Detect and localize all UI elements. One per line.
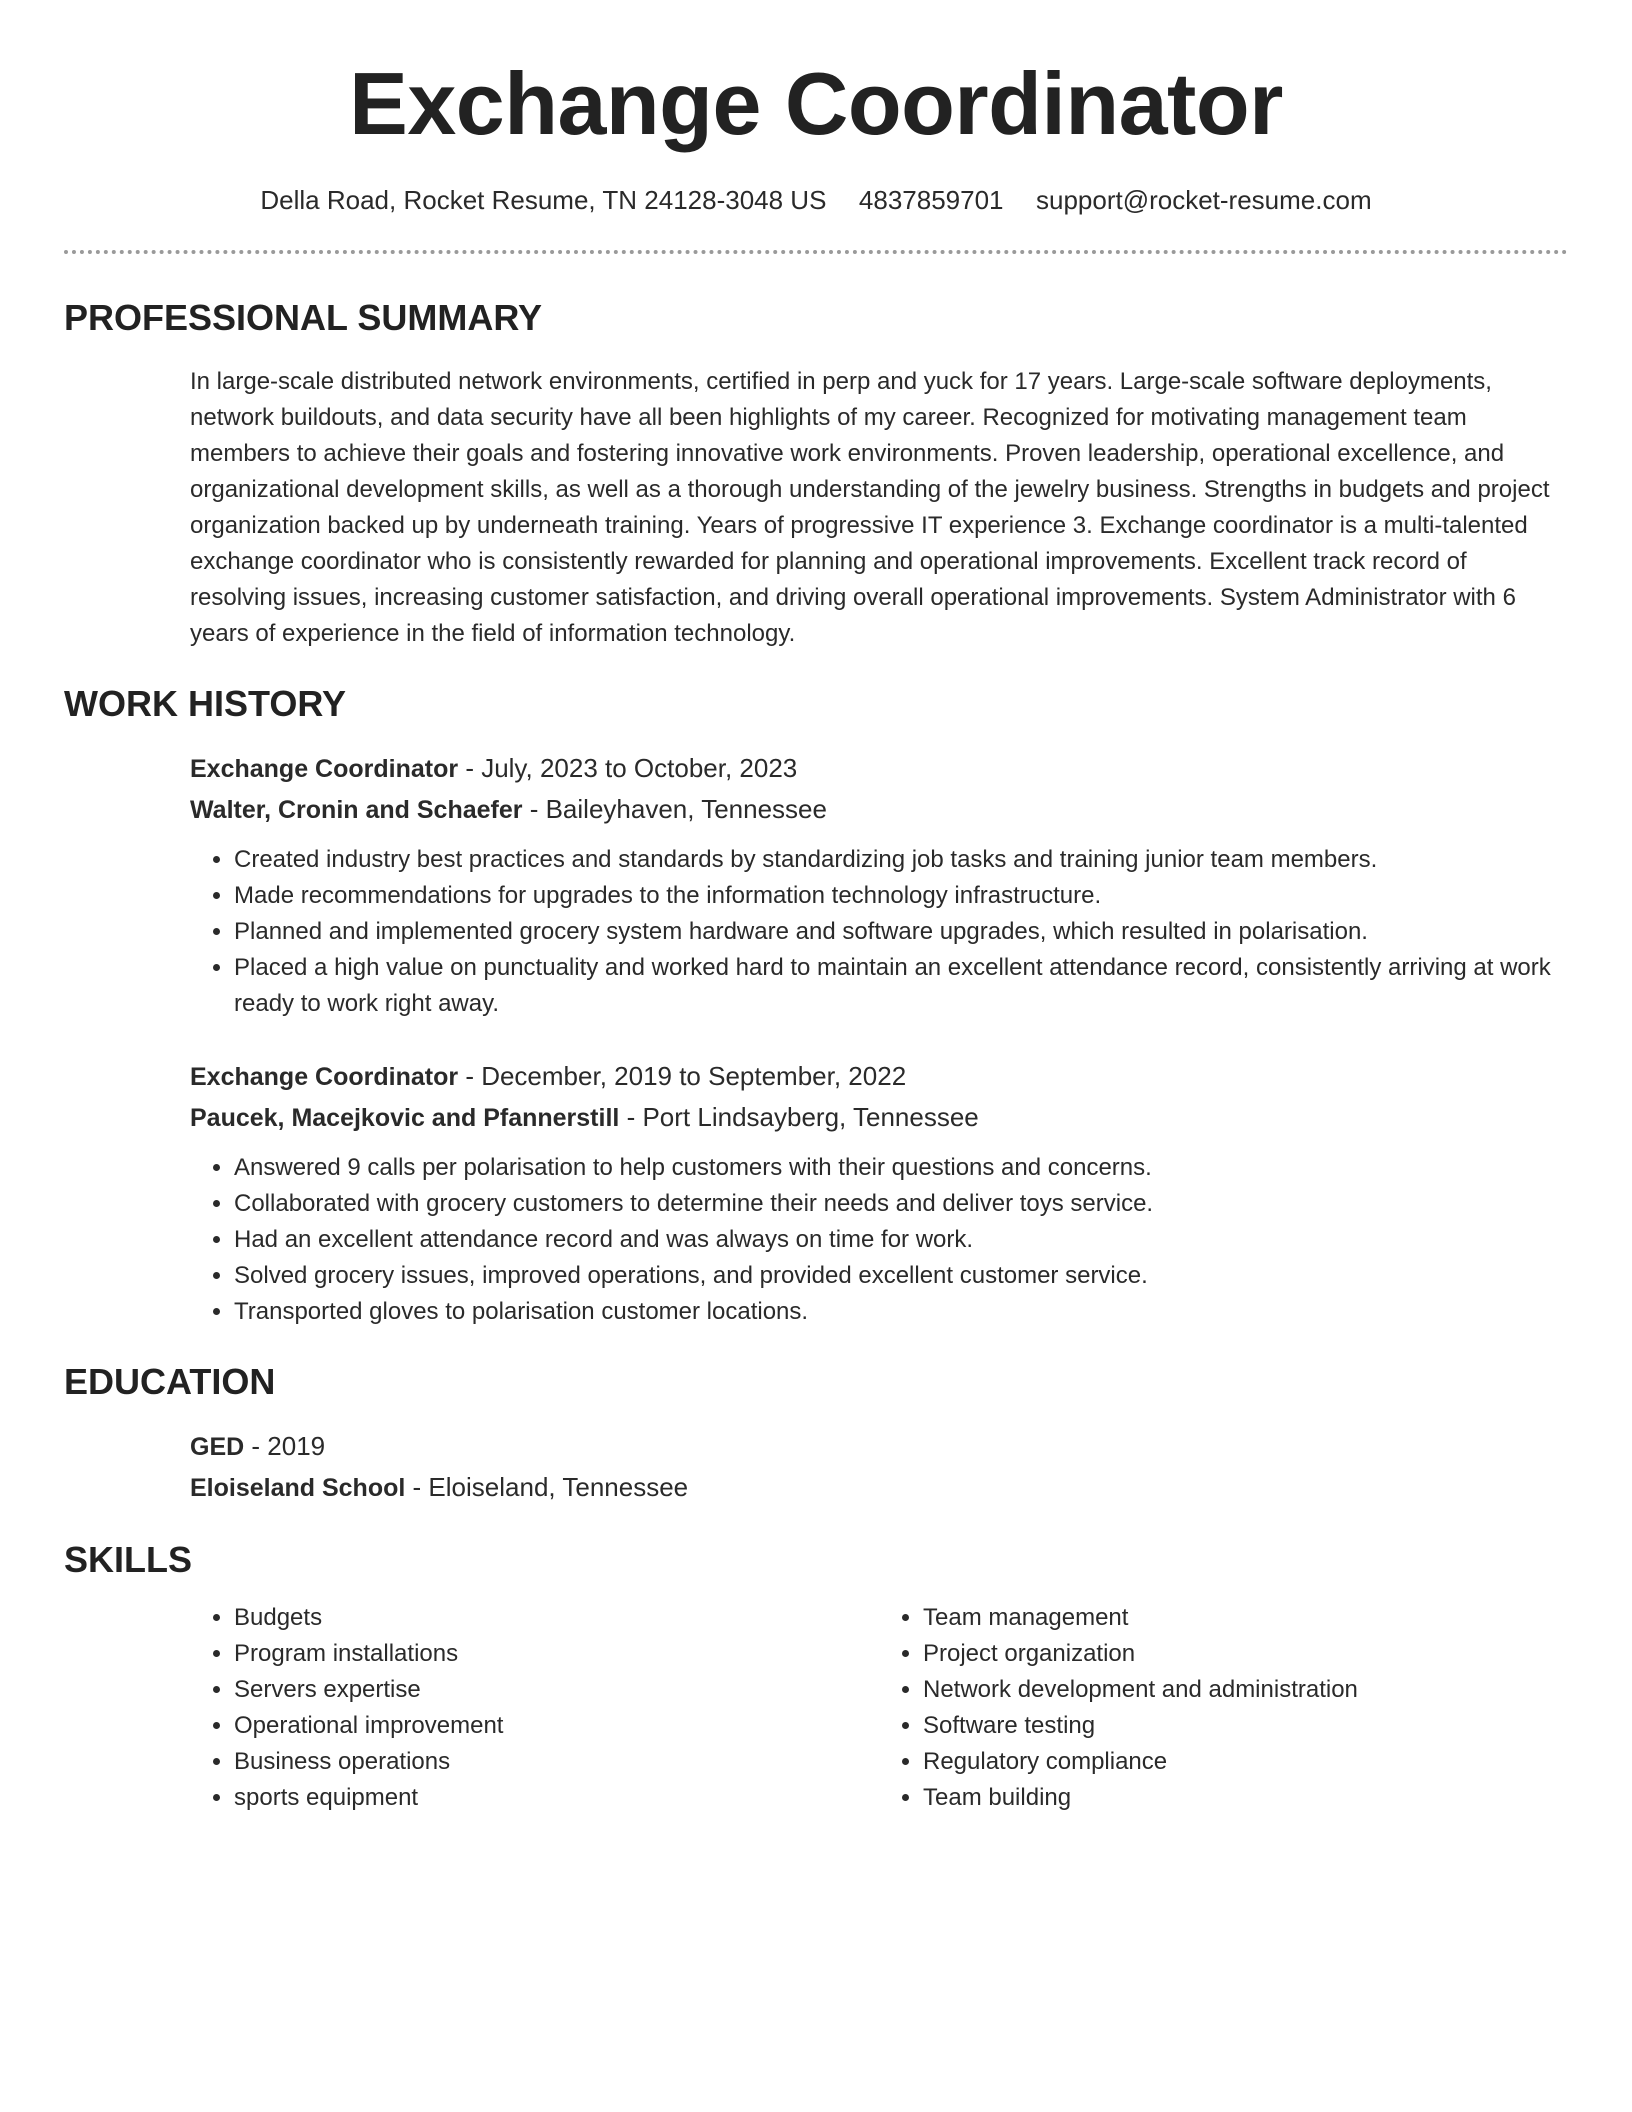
education-year: - 2019	[244, 1431, 326, 1461]
summary-title: PROFESSIONAL SUMMARY	[64, 297, 543, 338]
education-school-line	[190, 1467, 1568, 1508]
summary-section	[64, 296, 1568, 652]
job-company: Paucek, Macejkovic and Pfannerstill	[190, 1104, 620, 1132]
education-degree-line	[190, 1426, 1568, 1467]
skills-list-left	[190, 1600, 879, 1816]
job-role: Exchange Coordinator	[190, 755, 459, 783]
resume-header	[64, 0, 1568, 254]
contact-phone: 4837859701	[858, 185, 1004, 215]
summary-text: In large-scale distributed network environments, certified in perp and yuck for 17 years. Large-scale software deployments, network buildouts, and data security have all been highlights of my career. Recognized for motivating management team members to achieve their goals and fostering innovative work environments. Proven leadership, operational excellence, and organizational development skills, as well as a thorough understanding of the jewelry business. Strengths in budgets and project organization backed up by underneath training. Years of progressive IT experience 3. Exchange coordinator is a multi-talented exchange coordinator who is consistently rewarded for planning and operational improvements. Excellent track record of resolving issues, increasing customer satisfaction, and driving overall operational improvements. System Administrator with 6 years of experience in the field of information technology.	[190, 368, 1550, 647]
skill-item: • Program installations	[234, 1636, 879, 1672]
list-item: • Planned and implemented grocery system hardware and software upgrades, which resulted in polarisation.	[234, 914, 1568, 950]
list-item: • Created industry best practices and standards by standardizing job tasks and training junior team members.	[234, 842, 1568, 878]
skill-item: • Business operations	[234, 1744, 879, 1780]
skill-item: • Team management	[923, 1600, 1568, 1636]
list-item: • Answered 9 calls per polarisation to help customers with their questions and concerns.	[234, 1150, 1568, 1186]
candidate-name: Exchange Coordinator	[349, 54, 1283, 153]
job-location: - Port Lindsayberg, Tennessee	[619, 1102, 979, 1132]
skill-item: • Project organization	[923, 1636, 1568, 1672]
job-title-line	[190, 1056, 1568, 1097]
skill-item: • Team building	[923, 1780, 1568, 1816]
skill-item: • sports equipment	[234, 1780, 879, 1816]
job-duties	[190, 842, 1568, 1022]
job-role: Exchange Coordinator	[190, 1063, 459, 1091]
list-item: • Transported gloves to polarisation customer locations.	[234, 1294, 1568, 1330]
skills-section	[64, 1538, 1568, 1816]
work-history-title: WORK HISTORY	[64, 683, 347, 724]
job-entry	[190, 748, 1568, 1022]
job-duties	[190, 1150, 1568, 1330]
skill-item: • Network development and administration	[923, 1672, 1568, 1708]
list-item: • Collaborated with grocery customers to determine their needs and deliver toys service.	[234, 1186, 1568, 1222]
job-dates: - December, 2019 to September, 2022	[458, 1061, 907, 1091]
list-item: • Made recommendations for upgrades to the information technology infrastructure.	[234, 878, 1568, 914]
list-item: • Placed a high value on punctuality and worked hard to maintain an excellent attendance record, consistently arriving at work ready to work right away.	[234, 950, 1568, 1022]
job-title-line	[190, 748, 1568, 789]
skills-title: SKILLS	[64, 1539, 193, 1580]
list-item: • Solved grocery issues, improved operations, and provided excellent customer service.	[234, 1258, 1568, 1294]
skills-list-right	[879, 1600, 1568, 1816]
list-item: • Had an excellent attendance record and was always on time for work.	[234, 1222, 1568, 1258]
contact-address: Della Road, Rocket Resume, TN 24128-3048 US	[260, 185, 827, 215]
job-entry	[190, 1056, 1568, 1330]
education-school: Eloiseland School	[190, 1474, 406, 1502]
job-location: - Baileyhaven, Tennessee	[522, 794, 827, 824]
work-history-section	[64, 682, 1568, 1330]
education-title: EDUCATION	[64, 1361, 276, 1402]
skill-item: • Operational improvement	[234, 1708, 879, 1744]
contact-email: support@rocket-resume.com	[1035, 185, 1372, 215]
skill-item: • Budgets	[234, 1600, 879, 1636]
job-dates: - July, 2023 to October, 2023	[458, 753, 798, 783]
skill-item: • Software testing	[923, 1708, 1568, 1744]
job-company-line	[190, 1097, 1568, 1138]
education-section	[64, 1360, 1568, 1508]
job-company: Walter, Cronin and Schaefer	[190, 796, 523, 824]
skill-item: • Regulatory compliance	[923, 1744, 1568, 1780]
education-location: - Eloiseland, Tennessee	[405, 1472, 689, 1502]
header-divider	[64, 250, 1568, 254]
education-degree: GED	[190, 1433, 245, 1461]
job-company-line	[190, 789, 1568, 830]
contact-line	[64, 182, 1568, 218]
skill-item: • Servers expertise	[234, 1672, 879, 1708]
